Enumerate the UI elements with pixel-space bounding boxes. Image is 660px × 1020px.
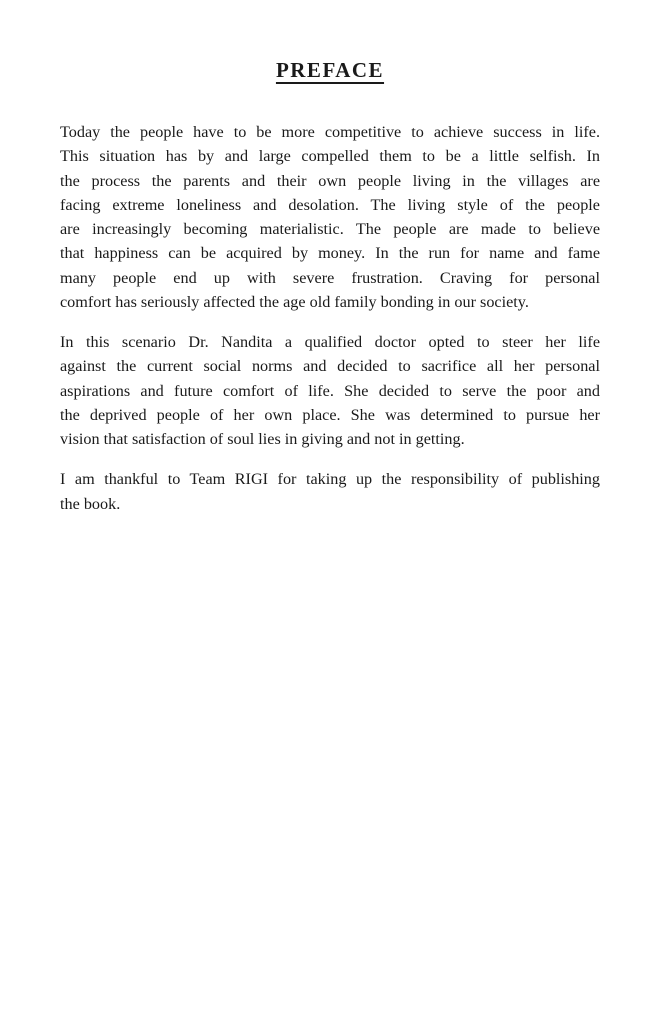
paragraph-line: I am thankful to Team RIGI for taking up the responsibility of publishing	[60, 470, 600, 489]
paragraph-line: against the current social norms and decided to sacrifice all her personal	[60, 357, 600, 376]
paragraph-line: that happiness can be acquired by money. In the run for name and fame	[60, 244, 600, 263]
paragraph-line: In this scenario Dr. Nandita a qualified doctor opted to steer her life	[60, 333, 600, 351]
paragraph-line: This situation has by and large compelled them to be a little selfish. In	[60, 147, 600, 166]
page-title-text: PREFACE	[275, 58, 385, 82]
paragraph-line: the process the parents and their own people living in the villages are	[60, 171, 600, 190]
paragraph-line: comfort has seriously affected the age old family bonding in our society.	[60, 292, 529, 311]
preface-body	[60, 120, 600, 516]
paragraph-line: are increasingly becoming materialistic. The people are made to believe	[60, 220, 600, 238]
paragraph-line: aspirations and future comfort of life. She decided to serve the poor and	[60, 381, 600, 400]
paragraph	[60, 120, 600, 314]
paragraph-line: facing extreme loneliness and desolation. The living style of the people	[60, 195, 600, 214]
page-title	[60, 57, 600, 84]
paragraph	[60, 330, 600, 451]
paragraph-line: the book.	[60, 494, 121, 513]
paragraph-line: the deprived people of her own place. She was determined to pursue her	[60, 405, 600, 424]
paragraph-line: Today the people have to be more competitive to achieve success in life.	[60, 123, 600, 141]
paragraph-line: many people end up with severe frustration. Craving for personal	[60, 268, 600, 287]
paragraph	[60, 467, 600, 516]
paragraph-line: vision that satisfaction of soul lies in giving and not in getting.	[60, 430, 465, 448]
